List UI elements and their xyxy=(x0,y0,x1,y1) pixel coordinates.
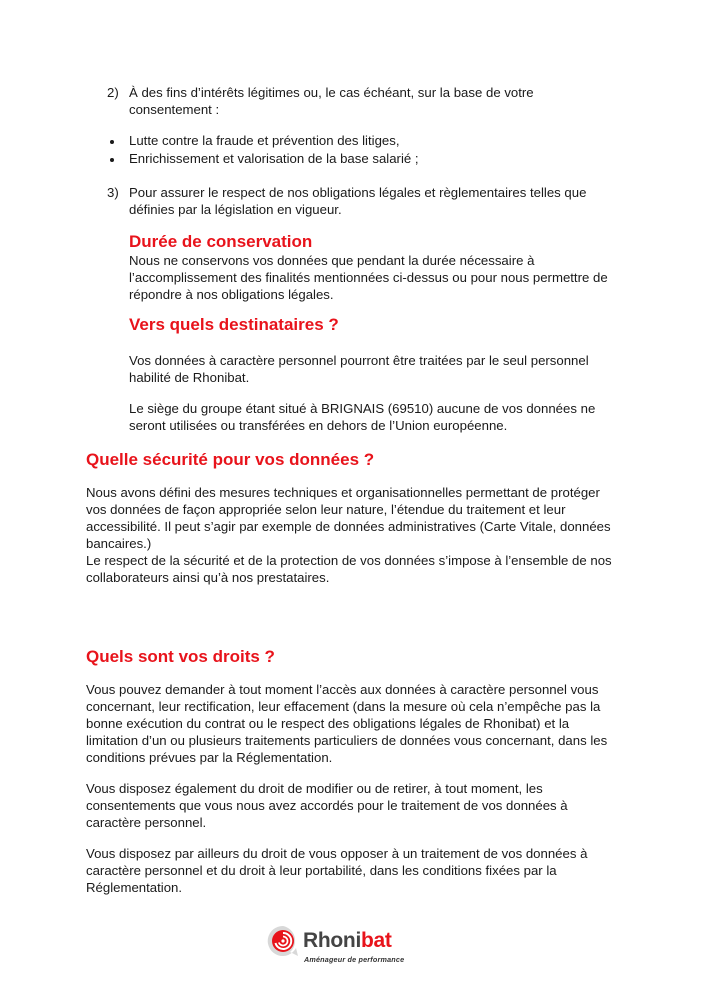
heading-rights: Quels sont vos droits ? xyxy=(86,647,275,666)
list-item-3-line-2: définies par la législation en vigueur. xyxy=(129,202,342,217)
rights-para1-line-4: limitation d’un ou plusieurs traitements particuliers de données vous concernant, dans les xyxy=(86,733,608,748)
logo-tagline: Aménageur de performance xyxy=(304,955,405,964)
heading-security: Quelle sécurité pour vos données ? xyxy=(86,450,375,469)
security-line-5: Le respect de la sécurité et de la protection de vos données s’impose à l’ensemble de nos xyxy=(86,553,612,568)
recipients-para1-line-2: habilité de Rhonibat. xyxy=(129,370,250,385)
logo-name-part2: bat xyxy=(360,929,392,952)
heading-conservation: Durée de conservation xyxy=(129,232,313,251)
recipients-para1-line-1: Vos données à caractère personnel pourront être traitées par le seul personnel xyxy=(129,353,589,368)
rights-para1-line-2: concernant, leur rectification, leur effacement (dans la mesure où cela n’empêche pas la xyxy=(86,699,601,714)
rights-para3-line-1: Vous disposez par ailleurs du droit de vous opposer à un traitement de vos données à xyxy=(86,846,588,861)
list-item-2-line-1: À des fins d’intérêts légitimes ou, le cas échéant, sur la base de votre xyxy=(129,85,534,100)
security-line-2: vos données de façon appropriée selon leur nature, l’étendue du traitement et leur xyxy=(86,502,566,517)
recipients-para2-line-2: seront utilisées ou transférées en dehors de l’Union européenne. xyxy=(129,418,508,433)
rhonibat-logo-mark xyxy=(266,924,300,958)
rights-para3-line-2: caractère personnel et du droit à leur portabilité, dans les conditions fixées par la xyxy=(86,863,557,878)
bullet-dot xyxy=(110,158,114,162)
conservation-line-2: l’accomplissement des finalités mentionnées ci-dessus ou pour nous permettre de xyxy=(129,270,608,285)
heading-recipients: Vers quels destinataires ? xyxy=(129,315,339,334)
rights-para2-line-3: caractère personnel. xyxy=(86,815,207,830)
rights-para2-line-1: Vous disposez également du droit de modifier ou de retirer, à tout moment, les xyxy=(86,781,543,796)
rights-para3-line-3: Réglementation. xyxy=(86,880,183,895)
security-line-1: Nous avons défini des mesures techniques et organisationnelles permettant de protéger xyxy=(86,485,600,500)
rights-para1-line-5: conditions prévues par la Réglementation. xyxy=(86,750,333,765)
conservation-line-3: répondre à nos obligations légales. xyxy=(129,287,334,302)
list-number-2: 2) xyxy=(107,85,119,100)
bullet-item-2: Enrichissement et valorisation de la base salarié ; xyxy=(129,151,419,166)
security-line-6: collaborateurs ainsi qu’à nos prestataires. xyxy=(86,570,330,585)
recipients-para2-line-1: Le siège du groupe étant situé à BRIGNAIS (69510) aucune de vos données ne xyxy=(129,401,596,416)
list-number-3: 3) xyxy=(107,185,119,200)
rights-para1-line-3: bonne exécution du contrat ou le respect des obligations légales de Rhonibat) et la xyxy=(86,716,570,731)
conservation-line-1: Nous ne conservons vos données que pendant la durée nécessaire à xyxy=(129,253,535,268)
rights-para2-line-2: consentements que vous nous avez accordés pour le traitement de vos données à xyxy=(86,798,568,813)
security-line-4: bancaires.) xyxy=(86,536,152,551)
list-item-2-line-2: consentement : xyxy=(129,102,220,117)
security-line-3: accessibilité. Il peut s’agir par exemple de données administratives (Carte Vitale, données xyxy=(86,519,611,534)
rights-para1-line-1: Vous pouvez demander à tout moment l’accès aux données à caractère personnel vous xyxy=(86,682,599,697)
list-item-3-line-1: Pour assurer le respect de nos obligations légales et règlementaires telles que xyxy=(129,185,587,200)
bullet-dot xyxy=(110,140,114,144)
logo-name-part1: Rhoni xyxy=(303,929,361,952)
bullet-item-1: Lutte contre la fraude et prévention des litiges, xyxy=(129,133,400,148)
logo-wordmark xyxy=(303,929,392,953)
